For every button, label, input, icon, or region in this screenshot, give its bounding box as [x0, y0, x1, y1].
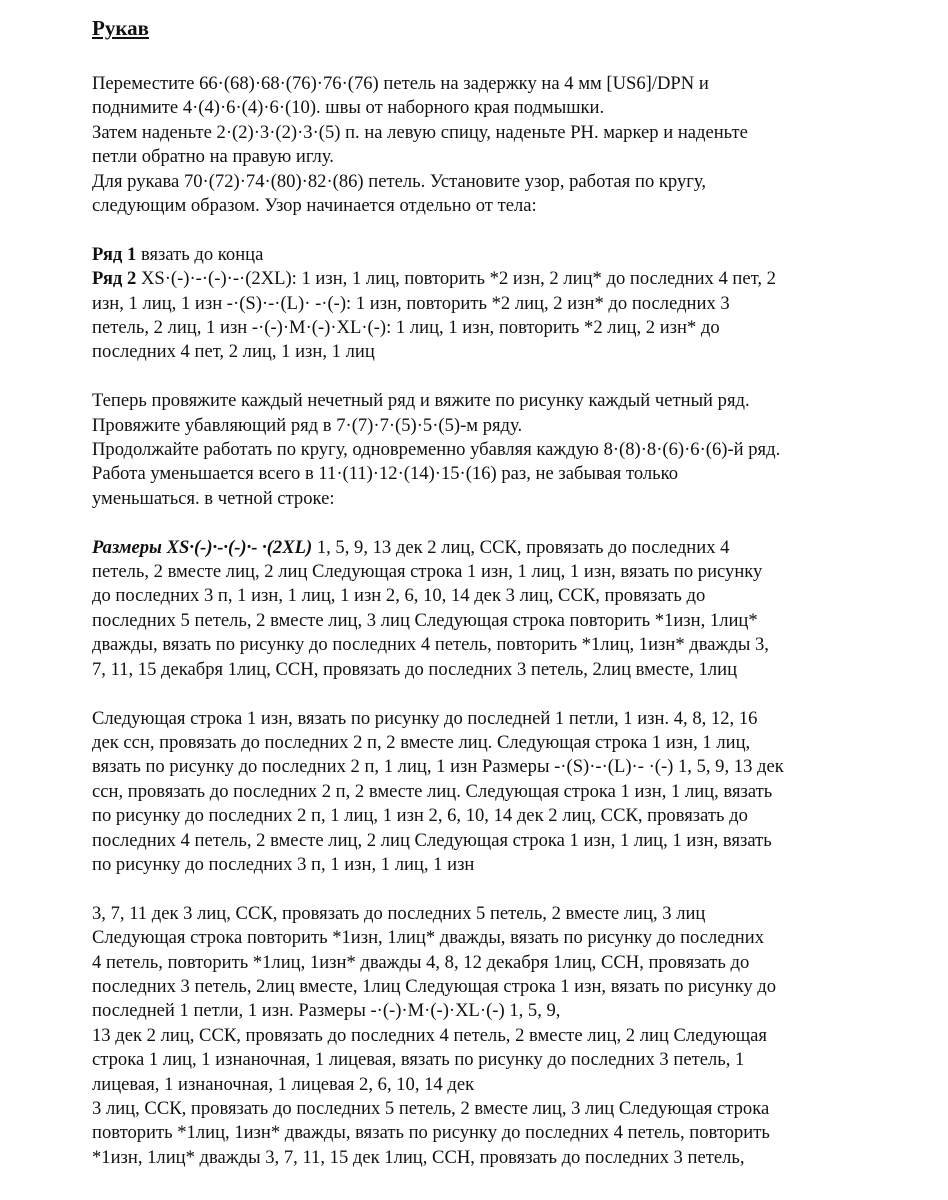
text-line: поднимите 4·(4)·6·(4)·6·(10). швы от наборного края подмышки.	[92, 97, 605, 119]
text-line: вязать по рисунку до последних 2 п, 1 лиц, 1 изн Размеры -·(S)·-·(L)·- ·(-) 1, 5, 9, 13 дек	[92, 756, 784, 778]
sizes-xs-label: Размеры XS·(-)·-·(-)·- ·(2XL)	[92, 536, 313, 558]
paragraph-gap	[92, 682, 872, 706]
text-line: уменьшаться. в четной строке:	[92, 487, 335, 509]
section-title: Рукав	[92, 16, 149, 40]
text-line: последних 4 петель, 2 вместе лиц, 2 лиц Следующая строка 1 изн, 1 лиц, 1 изн, вязать	[92, 829, 772, 851]
block-3-paragraph	[92, 902, 872, 1170]
text-line: Следующая строка 1 изн, вязать по рисунку до последней 1 петли, 1 изн. 4, 8, 12, 16	[92, 707, 758, 729]
text-line: *1изн, 1лиц* дважды 3, 7, 11, 15 дек 1лиц, ССН, провязать до последних 3 петель,	[92, 1146, 745, 1168]
text-line: Работа уменьшается всего в 11·(11)·12·(14)·15·(16) раз, не забывая только	[92, 463, 679, 485]
text-line: петли обратно на правую иглу.	[92, 146, 334, 168]
paragraph-gap	[92, 511, 872, 535]
text-line: 3 лиц, ССК, провязать до последних 5 петель, 2 вместе лиц, 3 лиц Следующая строка	[92, 1097, 770, 1119]
text-line: следующим образом. Узор начинается отдельно от тела:	[92, 195, 537, 217]
sizes-xs-text: 1, 5, 9, 13 дек 2 лиц, ССК, провязать до последних 4	[312, 536, 730, 558]
text-line: Теперь провяжите каждый нечетный ряд и вяжите по рисунку каждый четный ряд.	[92, 390, 750, 412]
text-line: петель, 2 вместе лиц, 2 лиц Следующая строка 1 изн, 1 лиц, 1 изн, вязать по рисунку	[92, 561, 763, 583]
paragraph-gap	[92, 218, 872, 242]
intro-paragraph	[92, 72, 872, 218]
paragraph-gap	[92, 877, 872, 901]
text-line: 3, 7, 11 дек 3 лиц, ССК, провязать до последних 5 петель, 2 вместе лиц, 3 лиц	[92, 902, 706, 924]
text-line: ссн, провязать до последних 2 п, 2 вместе лиц. Следующая строка 1 изн, 1 лиц, вязать	[92, 780, 773, 802]
text-line: дек ссн, провязать до последних 2 п, 2 вместе лиц. Следующая строка 1 изн, 1 лиц,	[92, 731, 751, 753]
row-2-label: Ряд 2	[92, 268, 137, 290]
text-line: дважды, вязать по рисунку до последних 4 петель, повторить *1лиц, 1изн* дважды 3,	[92, 634, 769, 656]
text-line: Затем наденьте 2·(2)·3·(2)·3·(5) п. на левую спицу, наденьте РН. маркер и наденьте	[92, 121, 748, 143]
text-line: повторить *1лиц, 1изн* дважды, вязать по рисунку до последних 4 петель, повторить	[92, 1122, 770, 1144]
text-line: последней 1 петли, 1 изн. Размеры -·(-)·M·(-)·XL·(-) 1, 5, 9,	[92, 1000, 561, 1022]
rows-paragraph	[92, 243, 872, 365]
text-line: петель, 2 лиц, 1 изн -·(-)·M·(-)·XL·(-): 1 лиц, 1 изн, повторить *2 лиц, 2 изн* до	[92, 317, 720, 339]
text-line: до последних 3 п, 1 изн, 1 лиц, 1 изн 2, 6, 10, 14 дек 3 лиц, ССК, провязать до	[92, 585, 706, 607]
text-line: последних 4 пет, 2 лиц, 1 изн, 1 лиц	[92, 341, 375, 363]
sizes-xs-paragraph	[92, 536, 872, 682]
text-line: Продолжайте работать по кругу, одновременно убавляя каждую 8·(8)·8·(6)·6·(6)-й ряд.	[92, 439, 781, 461]
text-line: 4 петель, повторить *1лиц, 1изн* дважды 4, 8, 12 декабря 1лиц, ССН, провязать до	[92, 951, 750, 973]
text-line: по рисунку до последних 2 п, 1 лиц, 1 изн 2, 6, 10, 14 дек 2 лиц, ССК, провязать до	[92, 805, 748, 827]
row-1-line	[92, 243, 872, 267]
text-line: строка 1 лиц, 1 изнаночная, 1 лицевая, вязать по рисунку до последних 3 петель, 1	[92, 1049, 745, 1071]
text-line: Провяжите убавляющий ряд в 7·(7)·7·(5)·5·(5)-м ряду.	[92, 414, 523, 436]
text-line: Следующая строка повторить *1изн, 1лиц* дважды, вязать по рисунку до последних	[92, 927, 764, 949]
text-line: 13 дек 2 лиц, ССК, провязать до последних 4 петель, 2 вместе лиц, 2 лиц Следующая	[92, 1024, 767, 1046]
row-1-text: вязать до конца	[136, 243, 264, 265]
text-line: последних 5 петель, 2 вместе лиц, 3 лиц Следующая строка повторить *1изн, 1лиц*	[92, 609, 758, 631]
paragraph-gap	[92, 365, 872, 389]
sizes-xs-line	[92, 536, 872, 560]
row-1-label: Ряд 1	[92, 243, 137, 265]
row-2-text: XS·(-)·-·(-)·-·(2XL): 1 изн, 1 лиц, повторить *2 изн, 2 лиц* до последних 4 пет, 2	[136, 268, 776, 290]
block-2-paragraph	[92, 707, 872, 878]
text-line: по рисунку до последних 3 п, 1 изн, 1 лиц, 1 изн	[92, 853, 475, 875]
text-line: Для рукава 70·(72)·74·(80)·82·(86) петель. Установите узор, работая по кругу,	[92, 170, 706, 192]
text-line: Переместите 66·(68)·68·(76)·76·(76) петель на задержку на 4 мм [US6]/DPN и	[92, 73, 709, 94]
row-2-line	[92, 267, 872, 291]
text-line: изн, 1 лиц, 1 изн -·(S)·-·(L)· -·(-): 1 изн, повторить *2 лиц, 2 изн* до последних 3	[92, 292, 730, 314]
text-line: последних 3 петель, 2лиц вместе, 1лиц Следующая строка 1 изн, вязать по рисунку до	[92, 975, 777, 997]
document-page	[92, 14, 872, 1170]
text-line: 7, 11, 15 декабря 1лиц, ССН, провязать до последних 3 петель, 2лиц вместе, 1лиц	[92, 658, 738, 680]
text-line: лицевая, 1 изнаночная, 1 лицевая 2, 6, 10, 14 дек	[92, 1073, 475, 1095]
continue-paragraph	[92, 389, 872, 511]
